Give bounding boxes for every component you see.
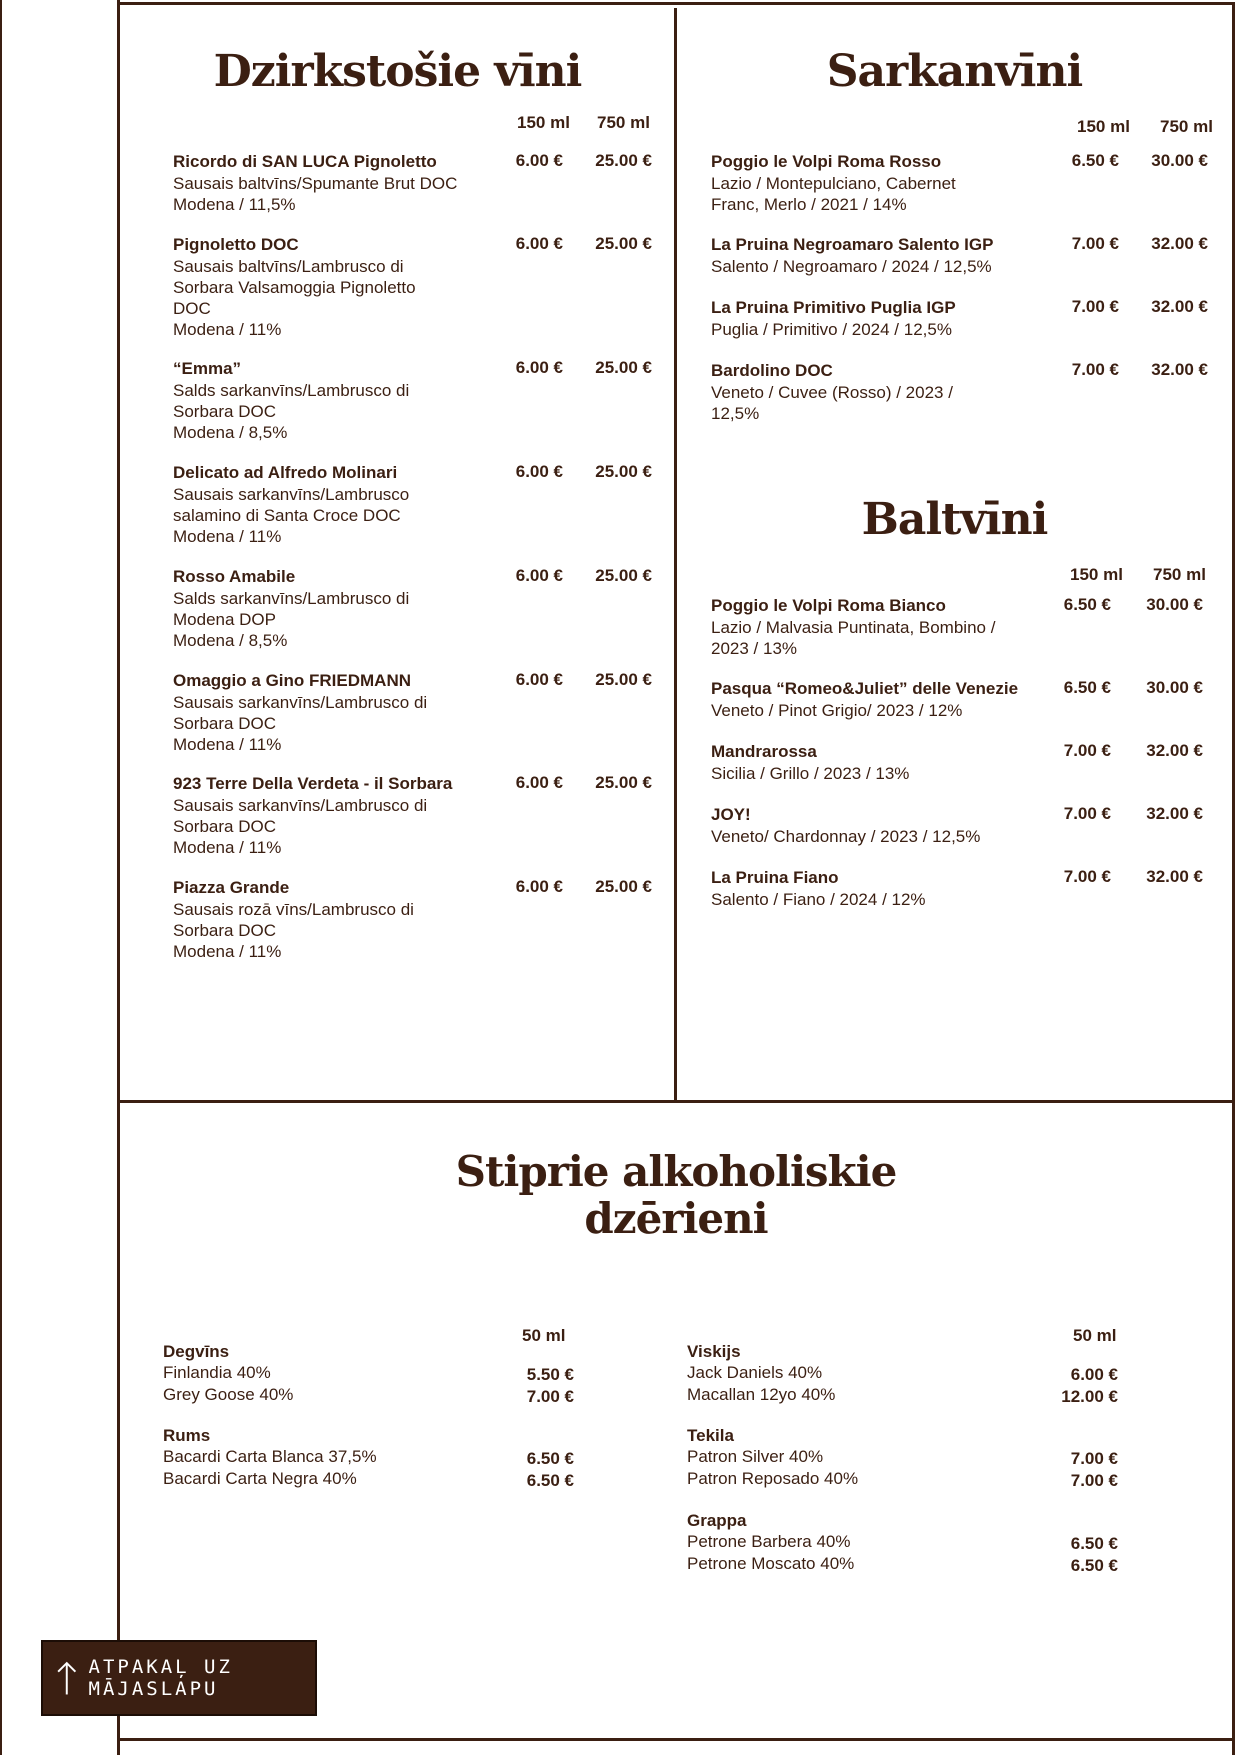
price-750ml: 25.00 € [595,151,652,170]
spirit-name: Petrone Barbera 40% [687,1532,851,1551]
price-150ml: 6.00 € [515,234,563,253]
back-to-homepage-label: ATPAKAĻ UZ MĀJASLAPU [88,1656,233,1700]
wine-description: salamino di Santa Croce DOC [173,506,401,525]
price-150ml: 6.00 € [515,773,563,792]
price-150ml: 6.00 € [515,566,563,585]
price-150ml: 6.00 € [515,358,563,377]
wine-name: La Pruina Fiano [711,868,839,887]
wine-description: Modena DOP [173,610,276,629]
price-150ml: 7.00 € [1071,234,1119,253]
wine-name: La Pruina Primitivo Puglia IGP [711,298,956,317]
frame-right-line [1232,2,1235,1755]
wine-description: Sausais sarkanvīns/Lambrusco [173,485,410,504]
spirit-name: Bacardi Carta Negra 40% [163,1469,357,1488]
spirit-category-name: Tekila [687,1426,734,1445]
frame-inner-left-line [117,0,120,1755]
wine-description: Veneto/ Chardonnay / 2023 / 12,5% [711,827,981,846]
wine-entry [711,234,1208,277]
spirit-name: Macallan 12yo 40% [687,1385,836,1404]
wine-description: Lazio / Malvasia Puntinata, Bombino / [711,618,996,637]
wine-entry [711,595,1203,659]
wine-description: Franc, Merlo / 2021 / 14% [711,195,907,214]
white-col-150: 150 ml [1070,565,1123,584]
price-750ml: 32.00 € [1151,360,1208,379]
spirit-name: Finlandia 40% [163,1363,271,1382]
wine-description: Salds sarkanvīns/Lambrusco di [173,589,410,608]
white-wines-title: Baltvīni [861,494,1048,545]
wine-entry [711,804,1203,847]
wine-description: Veneto / Pinot Grigio/ 2023 / 12% [711,701,963,720]
spirit-item [687,1531,1118,1553]
wine-description: Modena / 11,5% [173,195,296,214]
wine-name: Ricordo di SAN LUCA Pignoletto [173,152,437,171]
price-750ml: 32.00 € [1151,234,1208,253]
price-150ml: 6.00 € [515,151,563,170]
wine-name: Piazza Grande [173,878,290,897]
wine-entry [711,741,1203,784]
wine-entry [173,773,652,858]
sparkling-col-150: 150 ml [517,113,570,132]
price-150ml: 6.50 € [1071,151,1119,170]
wine-description: Modena / 11% [173,320,282,339]
wine-entry [711,867,1203,910]
frame-middle-divider [674,8,677,1102]
price-750ml: 25.00 € [595,462,652,481]
wine-description: Modena / 11% [173,527,282,546]
wine-name: “Emma” [173,359,242,378]
spirit-category [687,1510,1118,1575]
spirit-category [687,1341,1118,1406]
spirit-name: Patron Silver 40% [687,1447,824,1466]
wine-name: Poggio le Volpi Roma Rosso [711,152,942,171]
wine-description: Puglia / Primitivo / 2024 / 12,5% [711,320,952,339]
spirit-price: 7.00 € [1070,1449,1118,1468]
wine-name: Mandrarossa [711,742,817,761]
price-150ml: 6.00 € [515,462,563,481]
wine-name: La Pruina Negroamaro Salento IGP [711,235,994,254]
white-col-750: 750 ml [1153,565,1206,584]
spirit-item [687,1553,1118,1575]
wine-entry [173,234,652,340]
price-750ml: 25.00 € [595,670,652,689]
wine-description: Sorbara DOC [173,817,276,836]
wine-description: Sausais sarkanvīns/Lambrusco di [173,796,428,815]
spirit-item [687,1446,1118,1468]
price-750ml: 32.00 € [1146,741,1203,760]
price-150ml: 7.00 € [1063,867,1111,886]
wine-name: Pasqua “Romeo&Juliet” delle Venezie [711,679,1019,698]
wine-description: Salento / Negroamaro / 2024 / 12,5% [711,257,992,276]
red-wines-title: Sarkanvīni [826,46,1083,97]
wine-entry [711,151,1208,215]
arrow-up-icon [55,1655,79,1701]
price-750ml: 25.00 € [595,566,652,585]
spirit-item [163,1446,574,1468]
wine-description: Sausais baltvīns/Lambrusco di [173,257,404,276]
spirit-name: Grey Goose 40% [163,1385,294,1404]
wine-description: Modena / 11% [173,735,282,754]
price-750ml: 25.00 € [595,234,652,253]
price-750ml: 25.00 € [595,773,652,792]
spirits-left-col-50: 50 ml [522,1326,566,1345]
wine-entry [173,358,652,443]
spirit-price: 12.00 € [1061,1387,1118,1406]
wine-description: Veneto / Cuvee (Rosso) / 2023 / [711,383,953,402]
wine-description: Sausais baltvīns/Spumante Brut DOC [173,174,458,193]
spirit-price: 6.50 € [1070,1534,1118,1553]
wine-description: 12,5% [711,404,760,423]
wine-entry [173,462,652,547]
price-750ml: 30.00 € [1146,595,1203,614]
wine-description: Sicilia / Grillo / 2023 / 13% [711,764,910,783]
price-150ml: 7.00 € [1071,297,1119,316]
wine-name: Delicato ad Alfredo Molinari [173,463,398,482]
wine-description: 2023 / 13% [711,639,798,658]
wine-name: Poggio le Volpi Roma Bianco [711,596,946,615]
back-to-homepage-button[interactable] [41,1640,317,1716]
spirit-price: 7.00 € [1070,1471,1118,1490]
spirit-price: 6.00 € [1070,1365,1118,1384]
wine-description: Sorbara DOC [173,714,276,733]
price-750ml: 30.00 € [1146,678,1203,697]
sparkling-col-750: 750 ml [597,113,650,132]
wine-entry [173,566,652,651]
spirit-item [687,1468,1118,1490]
spirit-price: 5.50 € [526,1365,574,1384]
price-750ml: 30.00 € [1151,151,1208,170]
spirit-price: 7.00 € [526,1387,574,1406]
spirit-name: Bacardi Carta Blanca 37,5% [163,1447,377,1466]
spirit-item [163,1468,574,1490]
wine-description: Modena / 8,5% [173,631,288,650]
price-150ml: 6.00 € [515,670,563,689]
price-150ml: 7.00 € [1063,804,1111,823]
price-750ml: 32.00 € [1146,804,1203,823]
price-150ml: 7.00 € [1071,360,1119,379]
wine-description: Lazio / Montepulciano, Cabernet [711,174,956,193]
spirit-name: Jack Daniels 40% [687,1363,823,1382]
spirit-item [687,1362,1118,1384]
wine-name: Omaggio a Gino FRIEDMANN [173,671,411,690]
red-col-750: 750 ml [1160,117,1213,136]
spirit-category-name: Grappa [687,1511,747,1530]
price-150ml: 6.50 € [1063,678,1111,697]
spirit-category-name: Viskijs [687,1342,741,1361]
wine-entry [711,360,1208,424]
wine-description: Modena / 11% [173,942,282,961]
wine-name: Rosso Amabile [173,567,296,586]
sparkling-wines-title: Dzirkstošie vīni [213,46,582,97]
wine-entry [711,297,1208,340]
wine-description: Sorbara DOC [173,921,276,940]
spirit-item [163,1384,574,1406]
wine-description: Sausais sarkanvīns/Lambrusco di [173,693,428,712]
spirit-price: 6.50 € [1070,1556,1118,1575]
wine-name: Pignoletto DOC [173,235,299,254]
wine-entry [173,151,652,215]
spirit-category-name: Degvīns [163,1342,230,1361]
price-150ml: 6.50 € [1063,595,1111,614]
price-750ml: 25.00 € [595,877,652,896]
wine-description: Modena / 11% [173,838,282,857]
frame-bottom-line [117,1738,1235,1741]
spirits-right-col-50: 50 ml [1073,1326,1117,1345]
wine-name: JOY! [711,805,751,824]
wine-description: Sorbara Valsamoggia Pignoletto [173,278,416,297]
spirit-category [163,1341,574,1406]
wine-description: Sausais rozā vīns/Lambrusco di [173,900,414,919]
frame-top-line [117,2,1235,5]
spirit-item [687,1384,1118,1406]
wine-name: 923 Terre Della Verdeta - il Sorbara [173,774,453,793]
wine-entry [173,670,652,755]
wine-entry [173,877,652,962]
spirit-price: 6.50 € [526,1449,574,1468]
price-750ml: 32.00 € [1146,867,1203,886]
spirit-category [687,1425,1118,1490]
red-col-150: 150 ml [1077,117,1130,136]
price-150ml: 7.00 € [1063,741,1111,760]
spirits-title-line2: dzērieni [584,1194,768,1243]
spirit-name: Patron Reposado 40% [687,1469,859,1488]
wine-description: DOC [173,299,211,318]
wine-name: Bardolino DOC [711,361,833,380]
price-750ml: 32.00 € [1151,297,1208,316]
wine-description: Salento / Fiano / 2024 / 12% [711,890,926,909]
frame-horizontal-divider [117,1100,1235,1103]
frame-left-border [0,0,2,1755]
spirits-title-line1: Stiprie alkoholiskie [455,1147,897,1196]
spirit-category-name: Rums [163,1426,211,1445]
spirit-price: 6.50 € [526,1471,574,1490]
spirit-name: Petrone Moscato 40% [687,1554,855,1573]
spirit-item [163,1362,574,1384]
wine-entry [711,678,1203,721]
wine-description: Sorbara DOC [173,402,276,421]
wine-description: Salds sarkanvīns/Lambrusco di [173,381,410,400]
spirit-category [163,1425,574,1490]
price-150ml: 6.00 € [515,877,563,896]
wine-description: Modena / 8,5% [173,423,288,442]
price-750ml: 25.00 € [595,358,652,377]
